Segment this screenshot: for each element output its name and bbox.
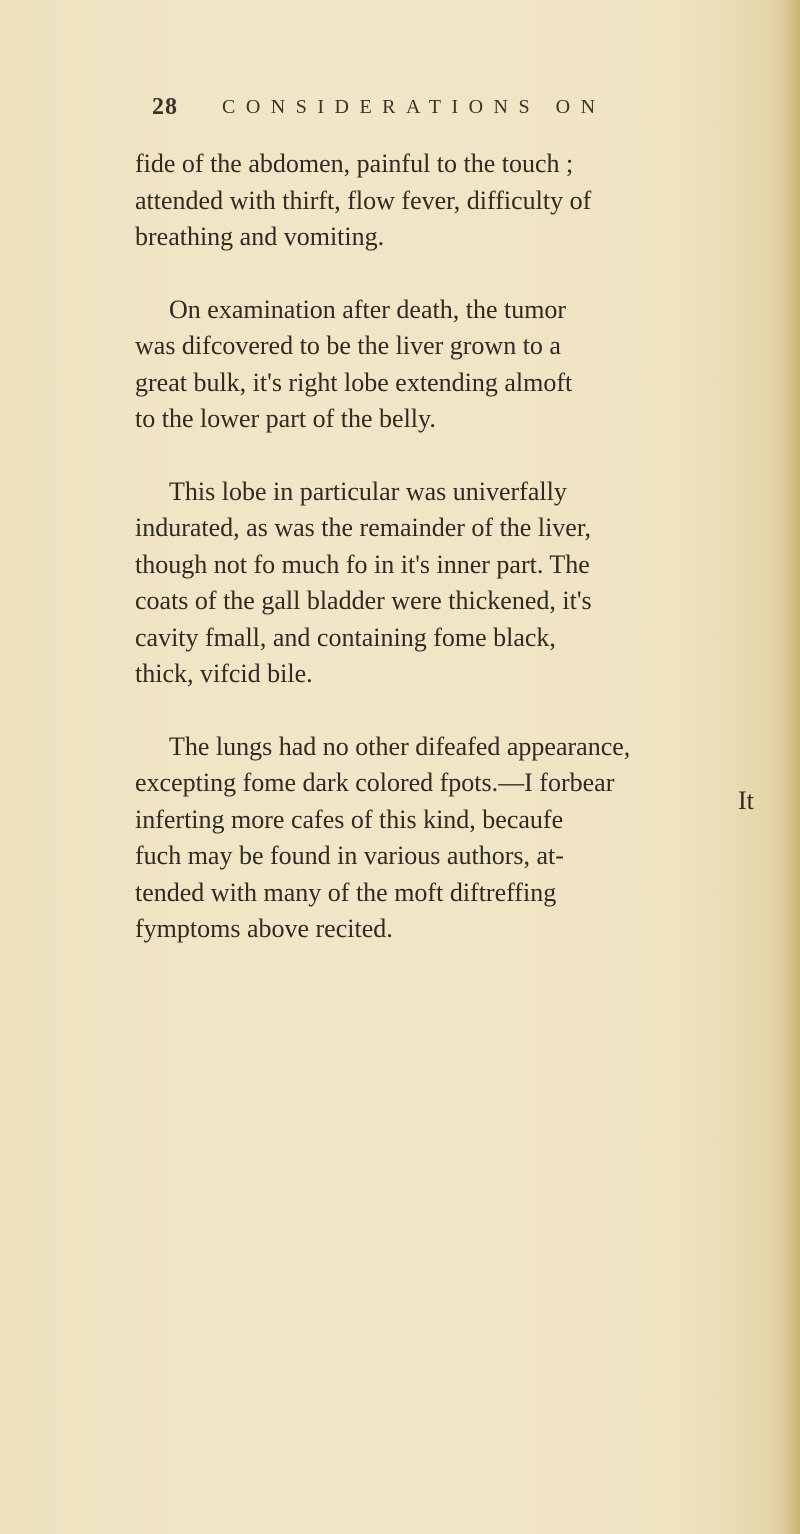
page-number: 28	[152, 94, 178, 120]
text-line: On examination after death, the tumor	[169, 294, 567, 324]
text-line: great bulk, it's right lobe extending almoft	[135, 367, 573, 397]
text-line: inferting more cafes of this kind, becaufe	[135, 804, 564, 834]
page-header	[152, 94, 712, 134]
text-line: though not fo much fo in it's inner part. The	[135, 549, 590, 579]
text-line: thick, vifcid bile.	[135, 659, 313, 688]
body-text	[135, 146, 775, 948]
text-line: fymptoms above recited.	[135, 914, 393, 943]
running-head: CONSIDERATIONS ON	[222, 96, 606, 118]
text-line: excepting fome dark colored fpots.—I forbear	[135, 768, 615, 797]
paragraph-4	[135, 729, 775, 948]
text-line: indurated, as was the remainder of the liver,	[135, 513, 591, 542]
paragraph-3	[135, 474, 775, 693]
page-edge-shadow	[782, 0, 800, 1534]
catchword: It	[738, 786, 754, 815]
text-line: fuch may be found in various authors, at-	[135, 841, 564, 870]
text-line: tended with many of the moft diftreffing	[135, 877, 557, 907]
text-line: This lobe in particular was univerfally	[169, 476, 567, 506]
text-line: The lungs had no other difeafed appearance,	[169, 731, 631, 761]
text-line: cavity fmall, and containing fome black,	[135, 622, 556, 652]
text-line: coats of the gall bladder were thickened, it's	[135, 586, 592, 615]
paragraph-1	[135, 146, 775, 256]
text-line: fide of the abdomen, painful to the touch ;	[135, 149, 574, 178]
text-line: to the lower part of the belly.	[135, 404, 436, 433]
text-line: attended with thirft, flow fever, difficulty of	[135, 185, 592, 215]
text-line: was difcovered to be the liver grown to a	[135, 331, 561, 360]
text-line: breathing and vomiting.	[135, 222, 385, 251]
paragraph-2	[135, 292, 775, 438]
